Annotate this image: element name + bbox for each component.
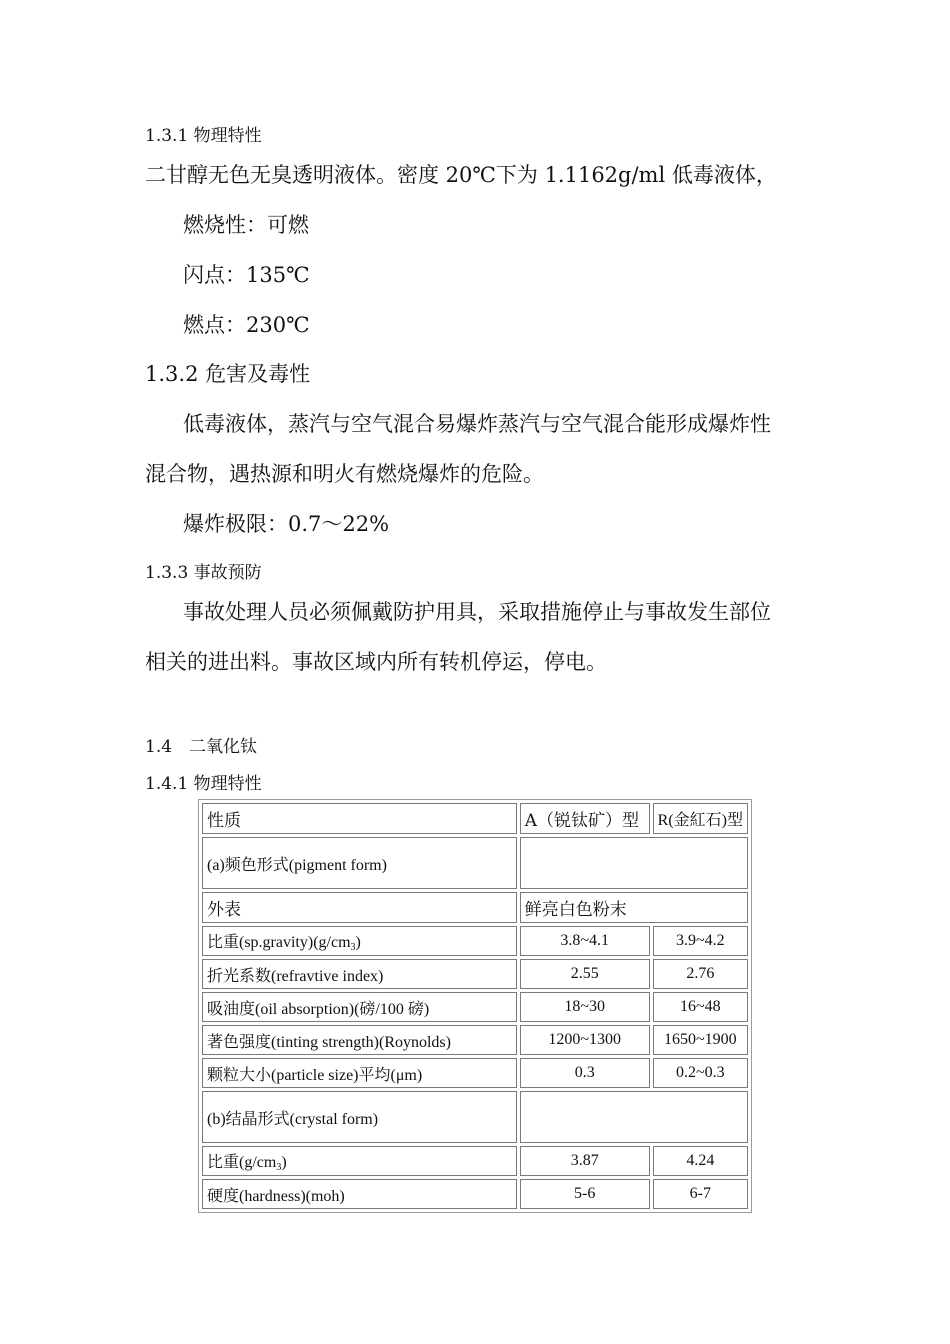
paragraph-line: 二甘醇无色无臭透明液体。密度 20℃下为 1.1162g/ml 低毒液体， [145,163,777,187]
section-1-4-heading: 1.4 二氧化钛 [145,737,258,757]
pigment-form-label: (a)频色形式(pigment form) [202,837,517,889]
tinting-strength-rutile: 1650~1900 [653,1025,748,1055]
hardness-anatase: 5-6 [520,1179,650,1209]
paragraph-line: 混合物，遇热源和明火有燃烧爆炸的危险。 [145,462,544,486]
particle-size-rutile: 0.2~0.3 [653,1058,748,1088]
ignition-point-line: 燃点：230℃ [183,313,310,337]
section-1-3-2-heading: 1.3.2 危害及毒性 [145,362,311,386]
table-row [202,1025,748,1055]
table-row [202,1058,748,1088]
titanium-dioxide-properties-table [198,799,752,1213]
flash-point-line: 闪点：135℃ [183,263,310,287]
table-row [202,837,748,889]
specific-gravity-rutile: 3.9~4.2 [653,926,748,956]
oil-absorption-anatase: 18~30 [520,992,650,1022]
section-1-4-1-heading: 1.4.1 物理特性 [145,774,262,794]
table-row [202,1179,748,1209]
specific-gravity-2-anatase: 3.87 [520,1146,650,1176]
section-1-3-3-heading: 1.3.3 事故预防 [145,563,262,583]
hardness-label: 硬度(hardness)(moh) [202,1179,517,1209]
tinting-strength-anatase: 1200~1300 [520,1025,650,1055]
header-property: 性质 [202,803,517,834]
header-rutile: R(金紅石)型 [653,803,748,834]
specific-gravity-label: 比重$(sp.gravity)(g/cm^3)$ [202,926,517,956]
table-row [202,959,748,989]
specific-gravity-2-label: 比重$(g/cm^3)$ [202,1146,517,1176]
table-row [202,892,748,923]
paragraph-line: 低毒液体，蒸汽与空气混合易爆炸蒸汽与空气混合能形成爆炸性 [183,412,771,436]
oil-absorption-label: 吸油度(oil absorption)(磅/100 磅) [202,992,517,1022]
table-row [202,1091,748,1143]
header-anatase: A（锐钛矿）型 [520,803,650,834]
oil-absorption-rutile: 16~48 [653,992,748,1022]
paragraph-line: 事故处理人员必须佩戴防护用具，采取措施停止与事故发生部位 [183,600,771,624]
section-1-3-1-heading: 1.3.1 物理特性 [145,126,262,146]
refractive-index-anatase: 2.55 [520,959,650,989]
specific-gravity-anatase: 3.8~4.1 [520,926,650,956]
particle-size-anatase: 0.3 [520,1058,650,1088]
refractive-index-label: 折光系数(refravtive index) [202,959,517,989]
flammability-line: 燃烧性：可燃 [183,213,309,237]
appearance-value: 鲜亮白色粉末 [520,892,748,923]
appearance-label: 外表 [202,892,517,923]
empty-cell [520,1091,748,1143]
table-row [202,1146,748,1176]
particle-size-label: 颗粒大小(particle size)平均(μm) [202,1058,517,1088]
table-row [202,992,748,1022]
table-row [202,926,748,956]
specific-gravity-2-rutile: 4.24 [653,1146,748,1176]
tinting-strength-label: 著色强度(tinting strength)(Roynolds) [202,1025,517,1055]
refractive-index-rutile: 2.76 [653,959,748,989]
empty-cell [520,837,748,889]
paragraph-line: 相关的进出料。事故区域内所有转机停运，停电。 [145,650,607,674]
crystal-form-label: (b)结晶形式(crystal form) [202,1091,517,1143]
explosion-limit-line: 爆炸极限：0.7～22% [183,512,390,536]
table-header-row [202,803,748,834]
hardness-rutile: 6-7 [653,1179,748,1209]
